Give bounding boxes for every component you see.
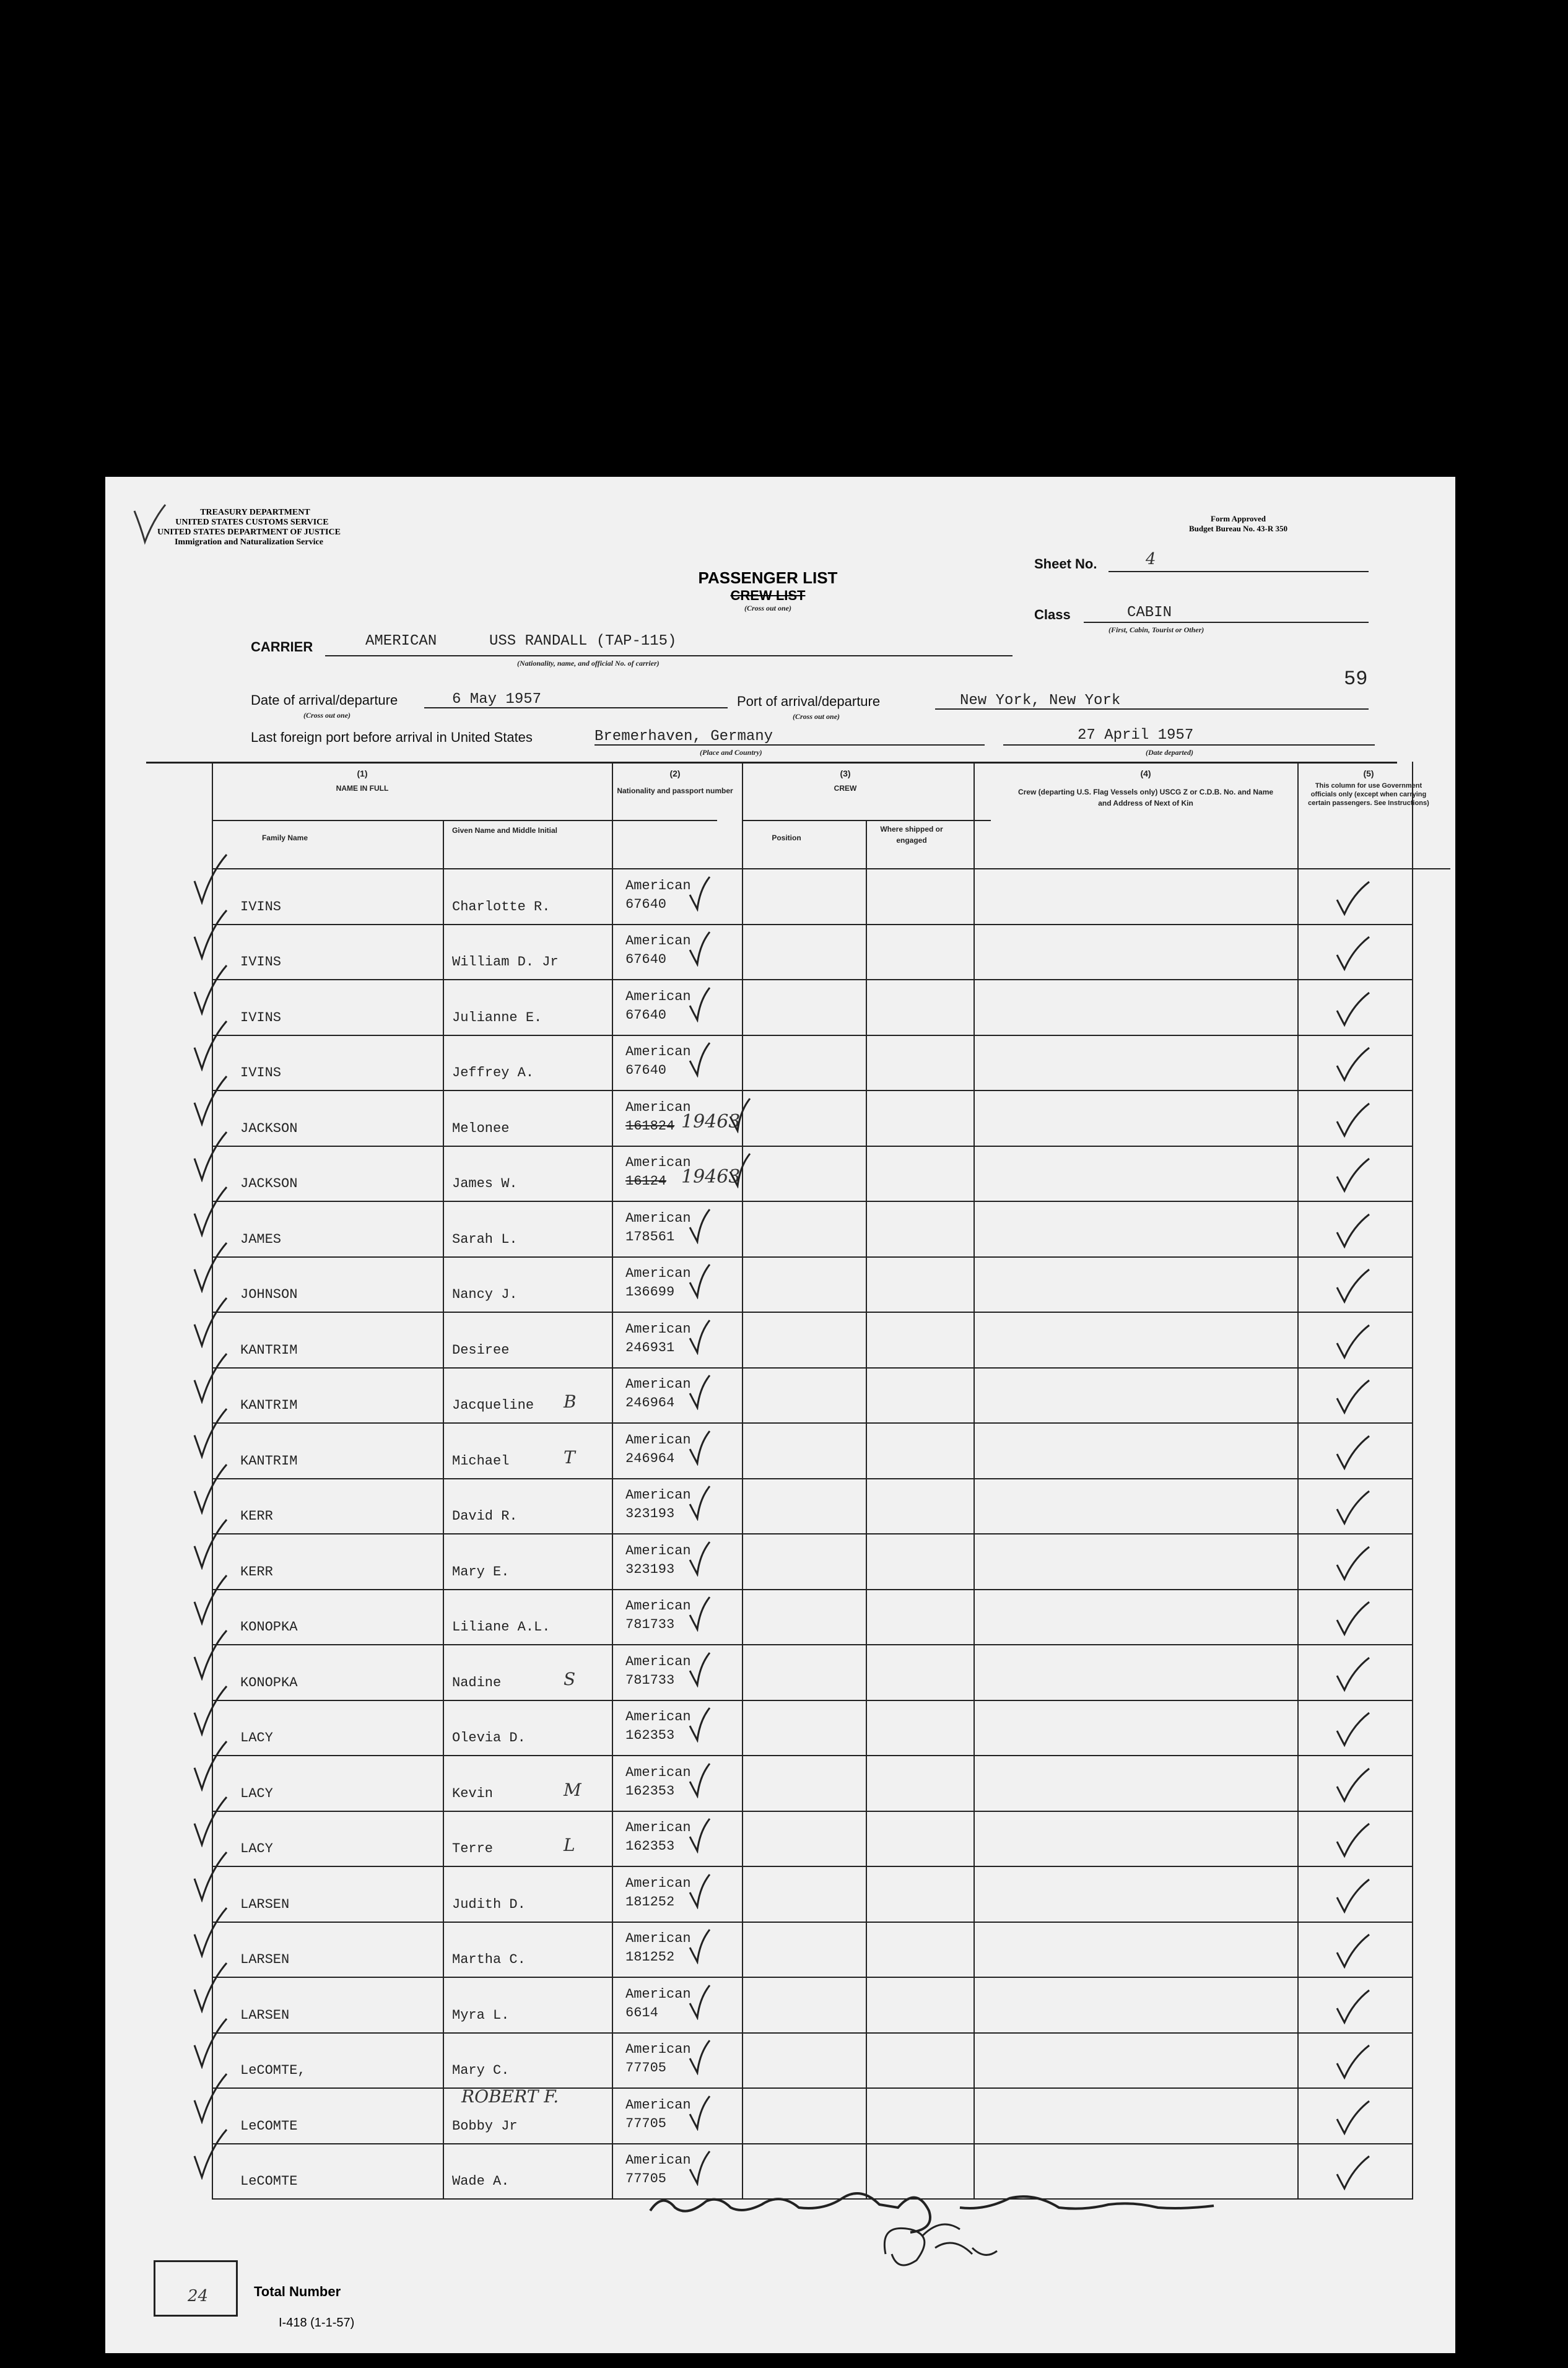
given-name-handwritten: L xyxy=(564,1835,575,1855)
official-check-mark xyxy=(1335,1045,1372,1086)
family-name: LeCOMTE xyxy=(240,2174,298,2189)
row-check-mark xyxy=(192,1240,229,1296)
official-check-mark xyxy=(1335,2099,1372,2139)
nationality: American xyxy=(625,988,691,1004)
row-check-mark xyxy=(192,1628,229,1684)
table-row xyxy=(105,924,1455,980)
family-name: KONOPKA xyxy=(240,1619,298,1635)
family-name: LARSEN xyxy=(240,2007,290,2023)
nationality: American xyxy=(625,1432,691,1448)
nationality: American xyxy=(625,1155,691,1170)
nationality: American xyxy=(625,1543,691,1559)
official-check-mark xyxy=(1335,990,1372,1030)
family-name: KERR xyxy=(240,1508,273,1524)
nationality: American xyxy=(625,1875,691,1891)
table-row xyxy=(105,1977,1455,2032)
passport-number: 781733 xyxy=(625,1617,675,1632)
passport-check-mark xyxy=(687,1872,712,1912)
passport-number: 77705 xyxy=(625,2115,667,2131)
nationality: American xyxy=(625,2153,691,2168)
col5-number: (5) xyxy=(1363,768,1374,778)
col2-header xyxy=(613,768,737,796)
arrival-date-label: Date of arrival/departure xyxy=(251,692,398,708)
passport-check-mark xyxy=(687,1373,712,1413)
nationality: American xyxy=(625,877,691,894)
carrier-label: CARRIER xyxy=(251,639,313,655)
passport-number: 323193 xyxy=(625,1561,675,1577)
family-name: LARSEN xyxy=(240,1896,290,1912)
table-row xyxy=(105,979,1455,1035)
family-name: LeCOMTE, xyxy=(240,2063,306,2078)
form-approved-line-2: Budget Bureau No. 43-R 350 xyxy=(1189,524,1288,533)
given-name-handwritten: M xyxy=(564,1779,581,1800)
col4-title: Crew (departing U.S. Flag Vessels only) USCG Z or C.D.B. No. and Name and Address of Next of Kin xyxy=(1017,788,1274,807)
passport-check-mark xyxy=(687,1429,712,1469)
passport-check-mark xyxy=(687,874,712,915)
family-name: LACY xyxy=(240,1730,273,1746)
given-name: Kevin xyxy=(452,1785,494,1801)
col3-number: (3) xyxy=(840,768,851,778)
passport-number: 246931 xyxy=(625,1339,675,1356)
passport-check-mark xyxy=(687,1761,712,1801)
table-row xyxy=(105,1922,1455,1977)
passport-check-mark xyxy=(687,1816,712,1857)
passport-number: 781733 xyxy=(625,1672,675,1688)
table-row xyxy=(105,1090,1455,1146)
passport-check-mark xyxy=(687,2038,712,2078)
row-check-mark xyxy=(192,1684,229,1739)
official-check-mark xyxy=(1335,1655,1372,1695)
passport-check-mark xyxy=(728,1151,752,1191)
sheet-label: Sheet No. xyxy=(1034,556,1097,572)
col3b-header: Where shipped or engaged xyxy=(880,825,943,845)
title-block xyxy=(681,568,855,613)
col1-title: NAME IN FULL xyxy=(336,784,389,793)
table-row xyxy=(105,1478,1455,1534)
row-check-mark xyxy=(192,963,229,1019)
row-check-mark xyxy=(192,1130,229,1185)
given-name: Michael xyxy=(452,1453,510,1469)
official-check-mark xyxy=(1335,879,1372,920)
carrier-hint: (Nationality, name, and official No. of carrier) xyxy=(517,659,660,668)
family-name: IVINS xyxy=(240,1009,282,1025)
form-approved-line-1: Form Approved xyxy=(1211,514,1266,523)
passenger-list-title: PASSENGER LIST xyxy=(698,568,838,587)
passport-check-mark xyxy=(687,1262,712,1302)
row-check-mark xyxy=(192,1961,229,2016)
last-port-label: Last foreign port before arrival in United States xyxy=(251,729,533,745)
row-check-mark xyxy=(192,1295,229,1351)
given-name: Julianne E. xyxy=(452,1009,542,1025)
official-check-mark xyxy=(1335,1489,1372,1529)
last-port-place-hint: (Place and Country) xyxy=(700,748,762,757)
official-check-mark xyxy=(1335,2154,1372,2194)
nationality: American xyxy=(625,1044,691,1060)
passport-number: 67640 xyxy=(625,1007,667,1023)
official-check-mark xyxy=(1335,1434,1372,1474)
official-check-mark xyxy=(1335,1877,1372,1917)
given-name: James W. xyxy=(452,1176,518,1191)
passport-check-mark xyxy=(687,1207,712,1247)
total-number-box xyxy=(154,2260,238,2317)
row-check-mark xyxy=(192,1739,229,1795)
table-row xyxy=(105,1201,1455,1256)
arrival-port-label: Port of arrival/departure xyxy=(737,694,881,709)
col1a-header: Family Name xyxy=(261,834,308,842)
official-check-mark xyxy=(1335,1156,1372,1196)
agency-line-4: Immigration and Naturalization Service xyxy=(174,538,323,547)
col3-title: CREW xyxy=(834,784,857,793)
given-name: Mary E. xyxy=(452,1564,510,1580)
official-check-mark xyxy=(1335,1766,1372,1806)
corner-check-mark xyxy=(131,502,168,545)
page-number: 59 xyxy=(1344,668,1368,690)
passport-number: 161824 xyxy=(625,1118,675,1134)
col1b-header: Given Name and Middle Initial xyxy=(451,826,558,835)
passport-check-mark xyxy=(687,1595,712,1635)
class-hint: (First, Cabin, Tourist or Other) xyxy=(1108,625,1204,634)
row-check-mark xyxy=(192,1905,229,1961)
official-check-mark xyxy=(1335,1600,1372,1640)
nationality: American xyxy=(625,2042,691,2057)
row-check-mark xyxy=(192,1517,229,1573)
passport-number: 136699 xyxy=(625,1284,675,1300)
crew-list-title: CREW LIST xyxy=(730,588,806,603)
given-name-handwritten: B xyxy=(564,1391,577,1412)
passport-number: 67640 xyxy=(625,952,667,967)
row-check-mark xyxy=(192,1573,229,1629)
col4-header xyxy=(1016,768,1276,809)
given-name: Desiree xyxy=(452,1342,510,1358)
passport-number: 178561 xyxy=(625,1229,675,1245)
passport-check-mark xyxy=(687,2094,712,2134)
class-value: CABIN xyxy=(1127,604,1172,621)
last-port-date-hint: (Date departed) xyxy=(1146,748,1193,757)
passport-number: 67640 xyxy=(625,1063,667,1078)
row-check-mark xyxy=(192,1019,229,1074)
given-name: Nadine xyxy=(452,1674,502,1691)
table-row xyxy=(105,1035,1455,1090)
arrival-date-value: 6 May 1957 xyxy=(452,691,542,708)
nationality: American xyxy=(625,1764,691,1780)
passport-number: 77705 xyxy=(625,2171,667,2187)
carrier-nationality: AMERICAN xyxy=(365,633,437,650)
row-check-mark xyxy=(192,1406,229,1462)
col4-number: (4) xyxy=(1140,768,1151,778)
given-name-handwritten: T xyxy=(564,1447,575,1468)
family-name: KONOPKA xyxy=(240,1674,298,1691)
passport-number-handwritten: 19463 xyxy=(681,1110,741,1133)
row-check-mark xyxy=(192,2071,229,2127)
passport-number: 6614 xyxy=(625,2005,658,2021)
official-check-mark xyxy=(1335,1267,1372,1307)
official-check-mark xyxy=(1335,2043,1372,2083)
table-row xyxy=(105,1755,1455,1811)
table-top-border xyxy=(146,762,1397,764)
passport-number: 162353 xyxy=(625,1728,675,1743)
total-number-label: Total Number xyxy=(254,2284,341,2299)
given-name: Charlotte R. xyxy=(452,899,551,915)
family-name: KANTRIM xyxy=(240,1398,298,1413)
row-check-mark xyxy=(192,1850,229,1905)
nationality: American xyxy=(625,1377,691,1392)
last-port-date-value: 27 April 1957 xyxy=(1078,727,1194,744)
col2-title: Nationality and passport number xyxy=(617,786,733,795)
official-check-mark xyxy=(1335,1932,1372,1972)
given-name: Bobby Jr xyxy=(452,2118,518,2134)
passport-number: 246964 xyxy=(625,1450,675,1466)
row-check-mark xyxy=(192,1351,229,1407)
given-name: Myra L. xyxy=(452,2007,510,2023)
official-check-mark xyxy=(1335,1378,1372,1418)
passport-check-mark xyxy=(687,1484,712,1524)
arrival-port-hint: (Cross out one) xyxy=(793,712,840,721)
family-name: LACY xyxy=(240,1785,273,1801)
initials-stamp xyxy=(867,2211,1009,2279)
nationality: American xyxy=(625,1210,691,1226)
col1-header xyxy=(214,768,511,794)
official-check-mark xyxy=(1335,1323,1372,1363)
nationality: American xyxy=(625,1820,691,1835)
passport-number: 16124 xyxy=(625,1173,667,1189)
nationality: American xyxy=(625,1321,691,1337)
agency-line-1: TREASURY DEPARTMENT xyxy=(200,508,310,517)
given-name: Wade A. xyxy=(452,2174,510,2189)
official-check-mark xyxy=(1335,1544,1372,1585)
official-check-mark xyxy=(1335,1821,1372,1861)
given-name: Terre xyxy=(452,1841,494,1857)
official-check-mark xyxy=(1335,934,1372,975)
table-row xyxy=(105,1256,1455,1312)
passport-check-mark xyxy=(687,1318,712,1358)
family-name: LACY xyxy=(240,1841,273,1857)
carrier-name: USS RANDALL (TAP-115) xyxy=(489,633,677,650)
passport-number: 323193 xyxy=(625,1506,675,1521)
passport-number: 181252 xyxy=(625,1949,675,1965)
row-check-mark xyxy=(192,1185,229,1240)
row-check-mark xyxy=(192,2127,229,2183)
family-name: KANTRIM xyxy=(240,1342,298,1358)
row-check-mark xyxy=(192,1074,229,1130)
row-check-mark xyxy=(192,852,229,908)
table-row xyxy=(105,1422,1455,1478)
agency-line-3: UNITED STATES DEPARTMENT OF JUSTICE xyxy=(157,528,341,537)
family-name: LARSEN xyxy=(240,1952,290,1967)
col1-number: (1) xyxy=(357,768,368,778)
given-name: Jacqueline xyxy=(452,1398,534,1413)
table-row xyxy=(105,2032,1455,2088)
class-label: Class xyxy=(1034,607,1071,622)
col3-header xyxy=(743,768,947,794)
family-name: IVINS xyxy=(240,954,282,970)
table-row xyxy=(105,868,1455,924)
passport-check-mark xyxy=(687,1539,712,1580)
passport-check-mark xyxy=(687,929,712,970)
passport-check-mark xyxy=(687,1650,712,1691)
passport-check-mark xyxy=(687,1040,712,1081)
given-name: Judith D. xyxy=(452,1896,526,1912)
arrival-date-hint: (Cross out one) xyxy=(303,711,351,720)
family-name: IVINS xyxy=(240,899,282,915)
passport-number: 246964 xyxy=(625,1395,675,1411)
given-name: David R. xyxy=(452,1508,518,1524)
sheet-value: 4 xyxy=(1146,550,1156,568)
official-check-mark xyxy=(1335,1212,1372,1252)
agency-line-2: UNITED STATES CUSTOMS SERVICE xyxy=(175,518,329,527)
passport-check-mark xyxy=(728,1096,752,1136)
nationality: American xyxy=(625,2097,691,2113)
passport-number: 162353 xyxy=(625,1839,675,1854)
nationality: American xyxy=(625,1986,691,2002)
table-row xyxy=(105,1866,1455,1922)
family-name: KERR xyxy=(240,1564,273,1580)
row-check-mark xyxy=(192,1462,229,1518)
col5-header xyxy=(1304,768,1434,807)
passport-number-handwritten: 19463 xyxy=(681,1166,741,1188)
passport-check-mark xyxy=(687,1983,712,2023)
nationality: American xyxy=(625,1266,691,1281)
col5-title: This column for use Government officials only (except when carrying certain passengers. See Instructions) xyxy=(1308,782,1429,807)
official-check-mark xyxy=(1335,1710,1372,1751)
family-name: JAMES xyxy=(240,1231,282,1247)
family-name: LeCOMTE xyxy=(240,2118,298,2134)
given-name: Nancy J. xyxy=(452,1287,518,1302)
nationality: American xyxy=(625,933,691,949)
arrival-port-value: New York, New York xyxy=(960,692,1121,709)
table-row xyxy=(105,1700,1455,1756)
row-check-mark xyxy=(192,1795,229,1850)
nationality: American xyxy=(625,1653,691,1669)
family-name: JOHNSON xyxy=(240,1287,298,1302)
given-name: Martha C. xyxy=(452,1952,526,1967)
passport-check-mark xyxy=(687,985,712,1025)
passport-number: 162353 xyxy=(625,1783,675,1799)
total-number-value: 24 xyxy=(188,2287,209,2305)
given-name: Olevia D. xyxy=(452,1730,526,1746)
table-row xyxy=(105,1589,1455,1645)
agency-block xyxy=(157,508,341,547)
official-check-mark xyxy=(1335,1988,1372,2028)
passport-number: 77705 xyxy=(625,2060,667,2076)
table-row xyxy=(105,1533,1455,1589)
form-page xyxy=(105,477,1455,2353)
given-name-handwritten: ROBERT F. xyxy=(461,2086,559,2107)
table-row xyxy=(105,1811,1455,1866)
form-approved xyxy=(1189,514,1287,534)
nationality: American xyxy=(625,1709,691,1725)
nationality: American xyxy=(625,1099,691,1115)
last-port-value: Bremerhaven, Germany xyxy=(595,728,773,745)
table-row xyxy=(105,1367,1455,1423)
given-name-handwritten: S xyxy=(564,1668,576,1689)
family-name: JACKSON xyxy=(240,1120,298,1136)
given-name: Mary C. xyxy=(452,2063,510,2078)
table-row xyxy=(105,1146,1455,1201)
table-row xyxy=(105,1644,1455,1700)
col3a-header: Position xyxy=(772,834,801,842)
family-name: JACKSON xyxy=(240,1176,298,1191)
title-cross-out-hint: (Cross out one) xyxy=(744,604,791,612)
family-name: KANTRIM xyxy=(240,1453,298,1469)
form-number: I-418 (1-1-57) xyxy=(279,2316,355,2330)
table-row xyxy=(105,2087,1455,2143)
passport-check-mark xyxy=(687,1927,712,1967)
given-name: William D. Jr xyxy=(452,954,559,970)
given-name: Liliane A.L. xyxy=(452,1619,551,1635)
given-name: Melonee xyxy=(452,1120,510,1136)
nationality: American xyxy=(625,1598,691,1614)
passport-number: 181252 xyxy=(625,1894,675,1910)
nationality: American xyxy=(625,1487,691,1503)
passport-check-mark xyxy=(687,1705,712,1746)
official-check-mark xyxy=(1335,1101,1372,1141)
table-row xyxy=(105,1312,1455,1367)
given-name: Sarah L. xyxy=(452,1231,518,1247)
col2-number: (2) xyxy=(669,768,681,778)
family-name: IVINS xyxy=(240,1065,282,1081)
row-check-mark xyxy=(192,908,229,964)
passport-number: 67640 xyxy=(625,896,667,912)
given-name: Jeffrey A. xyxy=(452,1065,534,1081)
row-check-mark xyxy=(192,2016,229,2072)
nationality: American xyxy=(625,1931,691,1946)
